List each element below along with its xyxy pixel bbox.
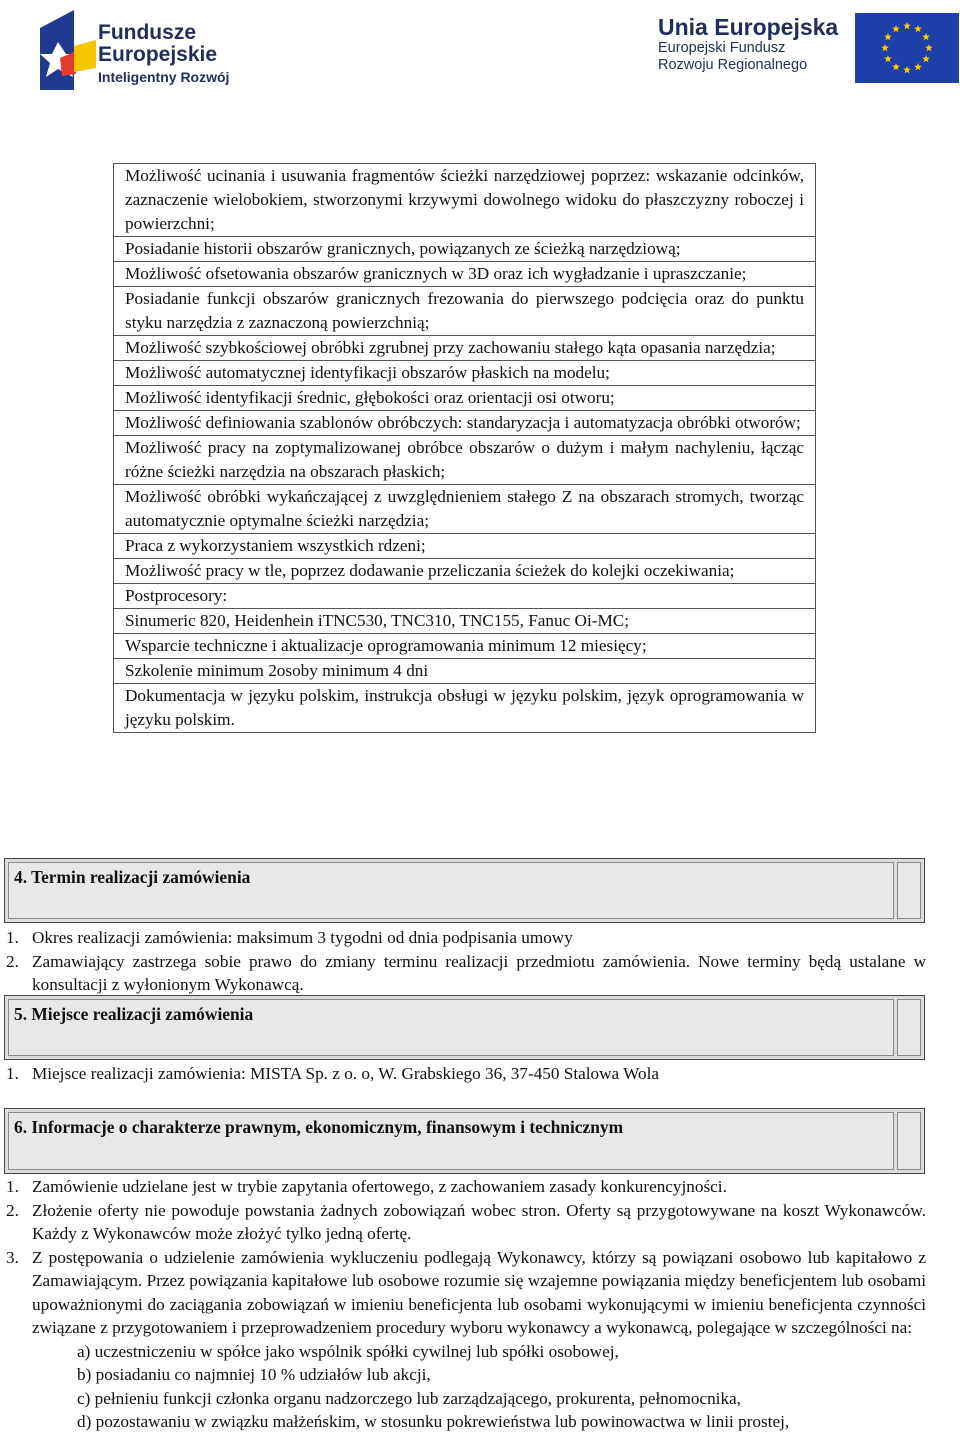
section-5-header [4, 995, 925, 1060]
section-5-list [6, 1062, 926, 1086]
spec-row [114, 634, 816, 659]
spec-cell: Możliwość identyfikacji średnic, głębokości oraz orientacji osi otworu; [114, 386, 816, 411]
right-logo-line2: Europejski Fundusz [658, 40, 786, 56]
spec-row [114, 361, 816, 386]
spec-cell: Wsparcie techniczne i aktualizacje oprogramowania minimum 12 miesięcy; [114, 634, 816, 659]
list-item: 1. Miejsce realizacji zamówienia: MISTA Sp. z o. o, W. Grabskiego 36, 37-450 Stalowa Wola [6, 1064, 659, 1083]
spec-row [114, 609, 816, 634]
spec-row [114, 559, 816, 584]
spec-cell: Postprocesory: [114, 584, 816, 609]
sub-list-item: b) posiadaniu co najmniej 10 % udziałów lub akcji, [77, 1365, 431, 1384]
sub-list-item: c) pełnieniu funkcji członka organu nadzorczego lub zarządzającego, prokurenta, pełnomocnika, [77, 1388, 741, 1408]
fundusze-europejskie-logo [40, 8, 240, 92]
section-4-title: 4. Termin realizacji zamówienia [14, 867, 251, 887]
spec-cell: Sinumeric 820, Heidenhein iTNC530, TNC310, TNC155, Fanuc Oi-MC; [114, 609, 816, 634]
sub-list-item: a) uczestniczeniu w spółce jako wspólnik spółki cywilnej lub spółki osobowej, [77, 1341, 619, 1361]
spec-row [114, 164, 816, 237]
spec-cell: Praca z wykorzystaniem wszystkich rdzeni; [114, 534, 816, 559]
spec-cell: Możliwość ucinania i usuwania fragmentów ścieżki narzędziowej poprzez: wskazanie odcinków, zaznaczenie wielobokiem, stworzonymi krzywymi dowolnego widoku do płaszczyzny roboczej i powierzchni; [114, 164, 816, 237]
spec-cell: Możliwość automatycznej identyfikacji obszarów płaskich na modelu; [114, 361, 816, 386]
spec-row [114, 386, 816, 411]
spec-row [114, 262, 816, 287]
list-item: 3. Z postępowania o udzielenie zamówienia wykluczeniu podlegają Wykonawcy, którzy są powiązani osobowo lub kapitałowo z Zamawiającym. Przez powiązania kapitałowe lub osobowe rozumie się wzajemne powiązania między beneficjentem lub osobami upoważnionymi do zaciągania zobowiązań w imieniu beneficjenta lub osobami wykonującymi w imieniu beneficjenta czynności związane z przygotowaniem i przeprowadzeniem procedury wyboru wykonawcy a wykonawcą, polegające w szczególności na: [6, 1247, 926, 1337]
spec-row [114, 534, 816, 559]
spec-cell: Posiadanie historii obszarów granicznych, powiązanych ze ścieżką narzędziową; [114, 237, 816, 262]
spec-cell: Możliwość pracy w tle, poprzez dodawanie przeliczania ścieżek do kolejki oczekiwania; [114, 559, 816, 584]
spec-row [114, 485, 816, 534]
eu-flag-icon [855, 13, 959, 83]
section-6-title: 6. Informacje o charakterze prawnym, ekonomicznym, finansowym i technicznym [14, 1117, 624, 1137]
spec-row [114, 684, 816, 733]
left-logo-line3: Inteligentny Rozwój [98, 69, 230, 85]
unia-europejska-logo-text [658, 14, 838, 74]
spec-row [114, 336, 816, 361]
spec-cell: Możliwość definiowania szablonów obróbczych: standaryzacja i automatyzacja obróbki otworów; [114, 411, 816, 436]
section-6-list [6, 1175, 926, 1434]
specification-table [113, 163, 816, 733]
spec-cell: Możliwość szybkościowej obróbki zgrubnej przy zachowaniu stałego kąta opasania narzędzia; [114, 336, 816, 361]
spec-cell: Możliwość ofsetowania obszarów granicznych w 3D oraz ich wygładzanie i upraszczanie; [114, 262, 816, 287]
spec-cell: Możliwość obróbki wykańczającej z uwzględnieniem stałego Z na obszarach stromych, tworząc automatycznie optymalne ścieżki narzędzia; [114, 485, 816, 534]
right-logo-line1: Unia Europejska [658, 14, 839, 40]
list-item: 1. Zamówienie udzielane jest w trybie zapytania ofertowego, z zachowaniem zasady konkurencyjności. [6, 1177, 727, 1196]
right-logo-line3: Rozwoju Regionalnego [658, 57, 808, 73]
list-item: 2. Zamawiający zastrzega sobie prawo do zmiany terminu realizacji przedmiotu zamówienia. Nowe terminy będą ustalane w konsultacji z wyłonionym Wykonawcą. [6, 951, 926, 994]
spec-cell: Dokumentacja w języku polskim, instrukcja obsługi w języku polskim, język oprogramowania w języku polskim. [114, 684, 816, 733]
sub-list-item: d) pozostawaniu w związku małżeńskim, w stosunku pokrewieństwa lub powinowactwa w linii prostej, [77, 1412, 790, 1431]
spec-row [114, 411, 816, 436]
spec-cell: Posiadanie funkcji obszarów granicznych frezowania do pierwszego podcięcia oraz do punktu styku narzędzia z zaznaczoną powierzchnią; [114, 287, 816, 336]
section-4-list [6, 926, 926, 997]
section-5-title: 5. Miejsce realizacji zamówienia [14, 1004, 254, 1024]
left-logo-line1: Fundusze [98, 21, 196, 44]
spec-row [114, 659, 816, 684]
section-6-header [4, 1108, 925, 1174]
fe-star-icon [40, 10, 96, 90]
spec-cell: Możliwość pracy na zoptymalizowanej obróbce obszarów o dużym i małym nachyleniu, łącząc różne ścieżki narzędzia na obszarach płaskich; [114, 436, 816, 485]
spec-row [114, 584, 816, 609]
list-item: 1. Okres realizacji zamówienia: maksimum 3 tygodni od dnia podpisania umowy [6, 928, 573, 947]
spec-row [114, 287, 816, 336]
section-4-header [4, 858, 925, 923]
list-item: 2. Złożenie oferty nie powoduje powstania żadnych zobowiązań wobec stron. Oferty są przygotowywane na koszt Wykonawców. Każdy z Wykonawców może złożyć tylko jedną ofertę. [6, 1200, 926, 1243]
spec-row [114, 436, 816, 485]
spec-cell: Szkolenie minimum 2osoby minimum 4 dni [114, 659, 816, 684]
spec-row [114, 237, 816, 262]
left-logo-line2: Europejskie [98, 43, 218, 66]
